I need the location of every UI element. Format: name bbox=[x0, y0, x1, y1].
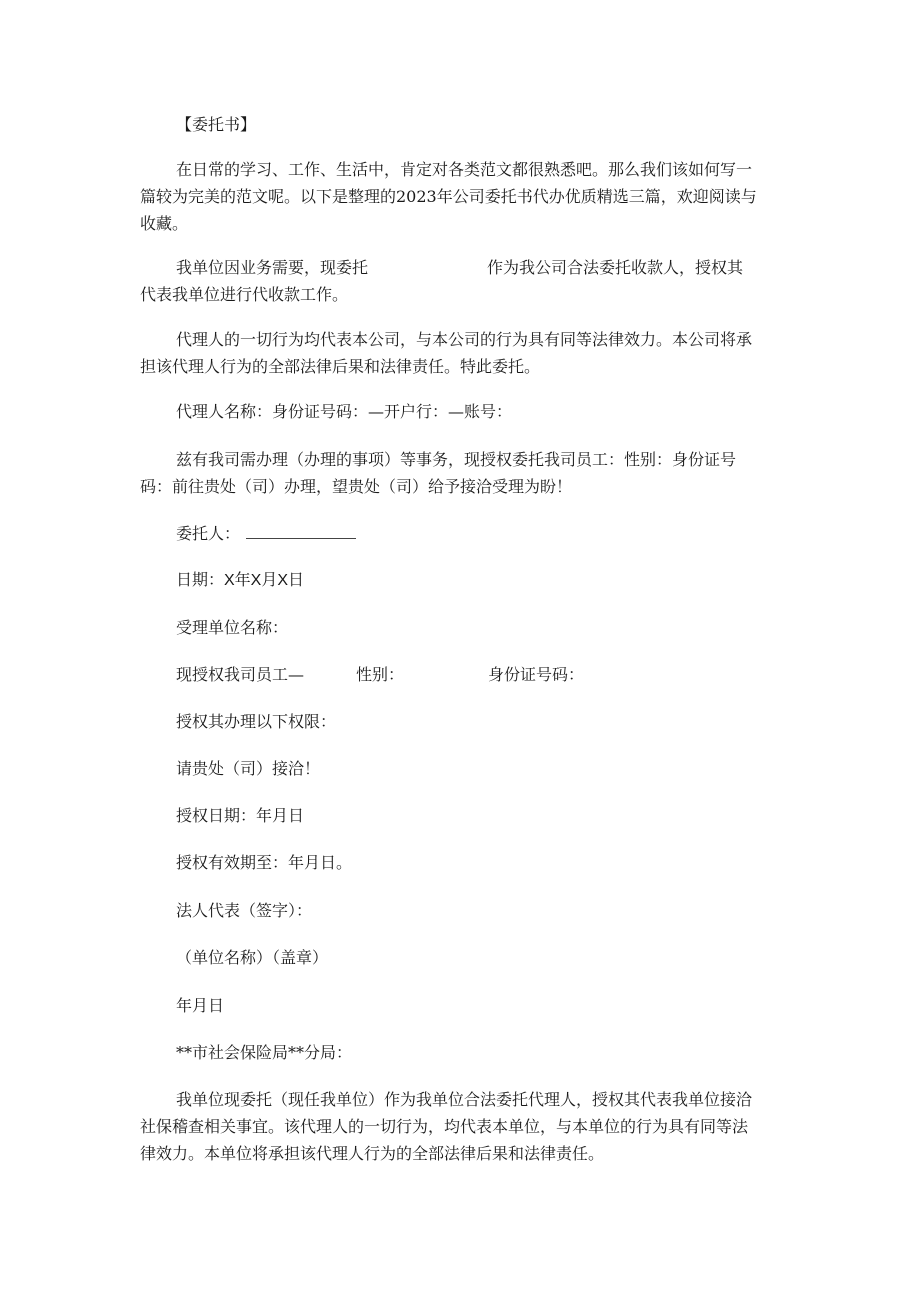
para4-line-1: 我单位现委托（现任我单位）作为我单位合法委托代理人，授权其代表我单位接洽 bbox=[176, 1090, 753, 1109]
para3-line-1: 兹有我司需办理（办理的事项）等事务，现授权委托我司员工：性别：身份证号 bbox=[176, 450, 737, 469]
scope-label: 授权其办理以下权限： bbox=[176, 712, 337, 731]
principal-signature-blank bbox=[246, 524, 356, 539]
intro-line-2: 篇较为完美的范文呢。以下是整理的2023年公司委托书代办优质精选三篇，欢迎阅读与 bbox=[140, 187, 757, 206]
principal-row bbox=[176, 523, 356, 545]
year-month-day: 年月日 bbox=[176, 996, 225, 1015]
auth-date: 授权日期：年月日 bbox=[176, 806, 305, 825]
para2-line-1: 代理人的一切行为均代表本公司，与本公司的行为具有同等法律效力。本公司将承 bbox=[176, 330, 753, 349]
para4-line-2: 社保稽查相关事宜。该代理人的一切行为，均代表本单位，与本单位的行为具有同等法 bbox=[140, 1117, 749, 1136]
legal-representative: 法人代表（签字）： bbox=[176, 901, 313, 920]
date-line: 日期：X年X月X日 bbox=[176, 572, 305, 589]
para1-line-2: 代表我单位进行代收款工作。 bbox=[140, 285, 349, 304]
employee-row-c: 身份证号码： bbox=[488, 665, 585, 684]
accepting-unit: 受理单位名称： bbox=[176, 618, 289, 637]
request-line: 请贵处（司）接洽！ bbox=[176, 759, 321, 778]
para3-line-2: 码：前往贵处（司）办理，望贵处（司）给予接洽受理为盼！ bbox=[140, 477, 573, 496]
intro-line-3: 收藏。 bbox=[140, 214, 189, 233]
document-title: 【委托书】 bbox=[176, 115, 257, 134]
addressee: **市社会保险局**分局： bbox=[176, 1043, 353, 1062]
unit-seal: （单位名称）（盖章） bbox=[176, 948, 329, 967]
para4-line-3: 律效力。本单位将承担该代理人行为的全部法律后果和法律责任。 bbox=[140, 1144, 605, 1163]
para1-line-1b: 作为我公司合法委托收款人，授权其 bbox=[487, 258, 744, 277]
intro-line-1: 在日常的学习、工作、生活中，肯定对各类范文都很熟悉吧。那么我们该如何写一 bbox=[176, 160, 753, 179]
agent-info: 代理人名称：身份证号码：—开户行：—账号： bbox=[176, 402, 513, 421]
para1-line-1a: 我单位因业务需要，现委托 bbox=[176, 258, 369, 277]
para2-line-2: 担该代理人行为的全部法律后果和法律责任。特此委托。 bbox=[140, 357, 541, 376]
principal-label: 委托人： bbox=[176, 524, 241, 543]
employee-row-b: 性别： bbox=[356, 665, 405, 684]
employee-row-a: 现授权我司员工— bbox=[176, 665, 305, 684]
valid-until: 授权有效期至：年月日。 bbox=[176, 853, 353, 872]
